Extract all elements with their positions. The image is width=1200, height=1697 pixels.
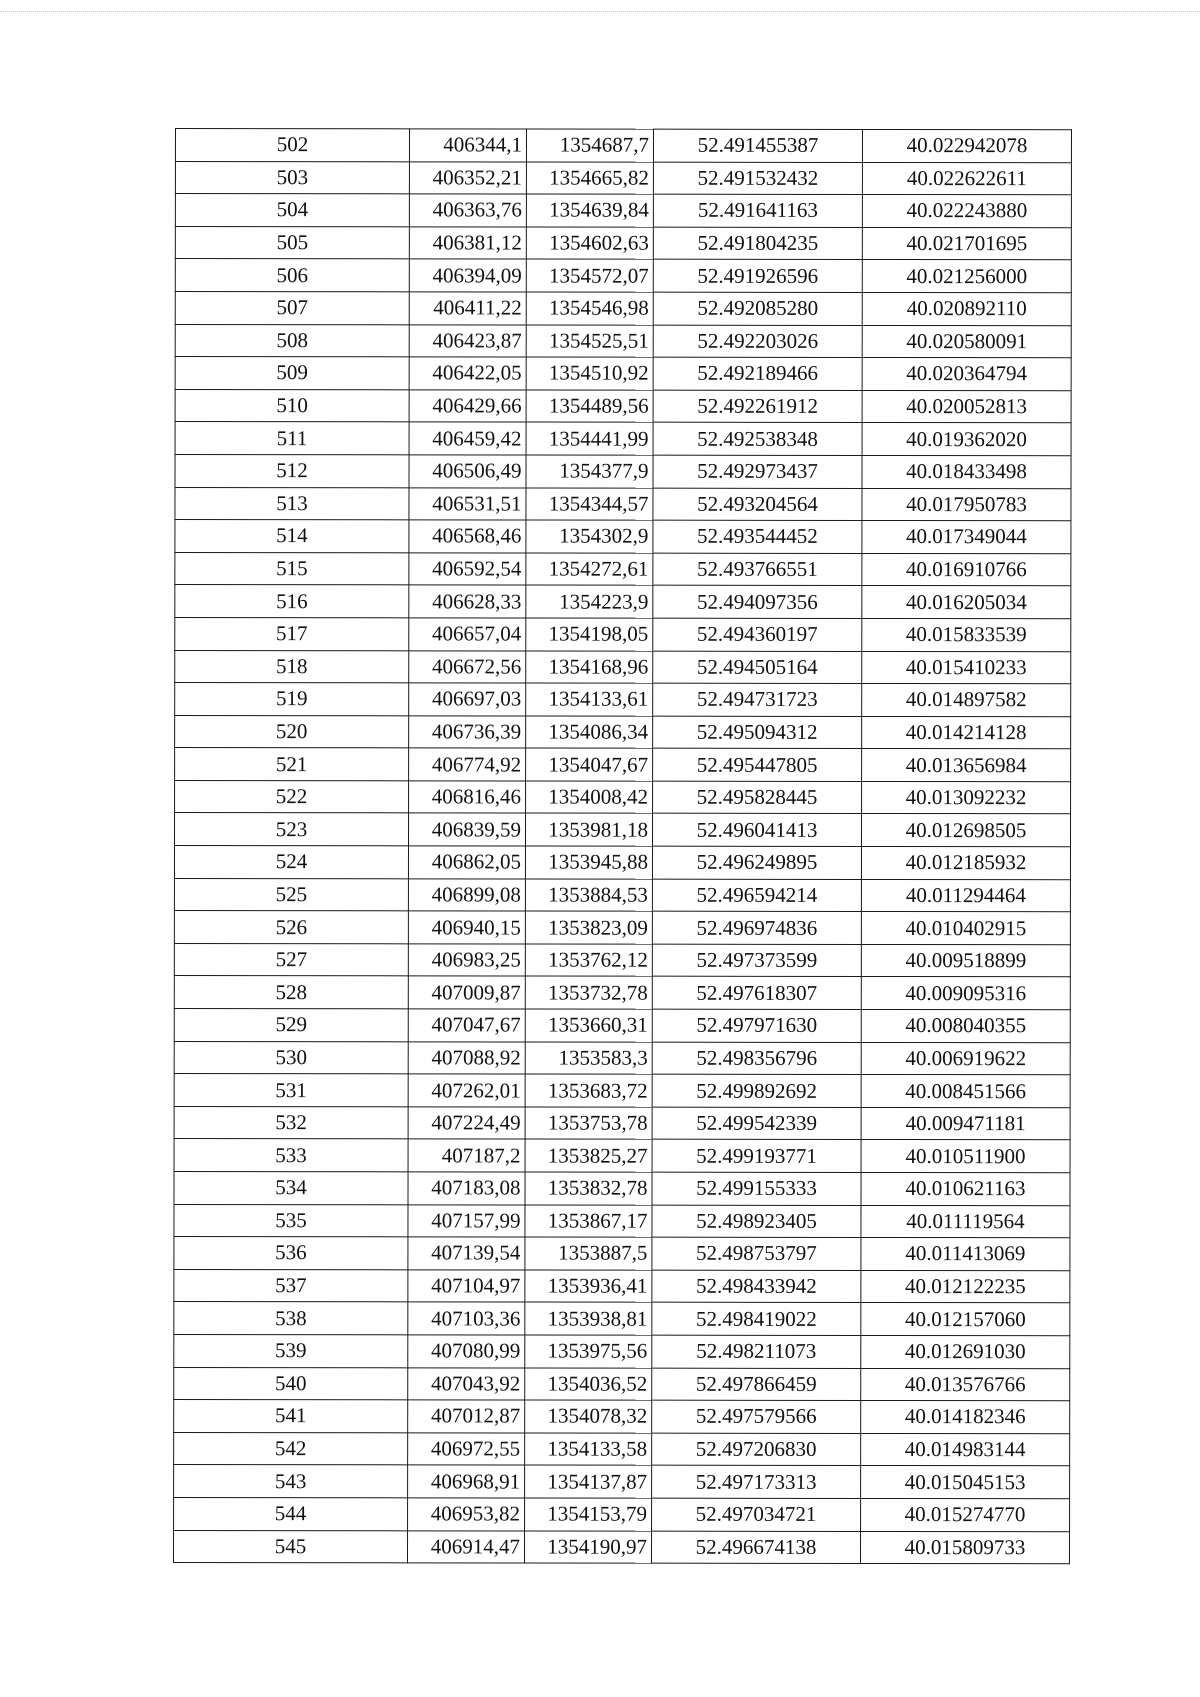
longitude-cell: 40.012157060 [861,1303,1070,1336]
x-coordinate-cell: 406394,09 [409,259,526,292]
table-row [175,520,1071,554]
longitude-cell: 40.008040355 [861,1009,1070,1042]
x-coordinate-cell: 406940,15 [408,911,525,944]
table-row [175,487,1071,521]
y-coordinate-cell: 1353887,5 [525,1237,652,1270]
latitude-cell: 52.498211073 [652,1335,861,1368]
x-coordinate-cell: 407139,54 [408,1237,525,1270]
x-coordinate-cell: 406459,42 [409,422,526,455]
latitude-cell: 52.497373599 [652,944,861,977]
longitude-cell: 40.009471181 [861,1107,1070,1140]
table-row [175,552,1071,586]
table-row [174,1139,1070,1173]
y-coordinate-cell: 1354133,61 [526,683,653,716]
longitude-cell: 40.022243880 [862,195,1071,228]
latitude-cell: 52.498753797 [652,1237,861,1270]
latitude-cell: 52.491804235 [653,227,862,260]
latitude-cell: 52.492189466 [653,357,862,390]
point-number-cell: 506 [175,259,409,292]
longitude-cell: 40.008451566 [861,1075,1070,1108]
latitude-cell: 52.498923405 [652,1205,861,1238]
latitude-cell: 52.494731723 [653,683,862,716]
point-number-cell: 532 [174,1106,408,1139]
point-number-cell: 512 [175,454,409,487]
latitude-cell: 52.499193771 [652,1140,861,1173]
x-coordinate-cell: 407262,01 [408,1074,525,1107]
longitude-cell: 40.014897582 [862,684,1071,717]
x-coordinate-cell: 406352,21 [409,161,526,194]
point-number-cell: 539 [174,1334,408,1367]
y-coordinate-cell: 1353660,31 [525,1009,652,1042]
latitude-cell: 52.497579566 [652,1400,861,1433]
longitude-cell: 40.013576766 [861,1368,1070,1401]
y-coordinate-cell: 1354302,9 [526,520,653,553]
latitude-cell: 52.494097356 [653,585,862,618]
y-coordinate-cell: 1353583,3 [525,1042,652,1075]
x-coordinate-cell: 406568,46 [409,520,526,553]
y-coordinate-cell: 1354489,56 [526,390,653,423]
latitude-cell: 52.492538348 [653,423,862,456]
table-row [175,454,1071,488]
x-coordinate-cell: 407157,99 [408,1204,525,1237]
x-coordinate-cell: 406506,49 [409,455,526,488]
y-coordinate-cell: 1353732,78 [525,976,652,1009]
x-coordinate-cell: 407104,97 [408,1270,525,1303]
point-number-cell: 536 [174,1237,408,1270]
longitude-cell: 40.010621163 [861,1172,1070,1205]
y-coordinate-cell: 1354008,42 [526,781,653,814]
table-row [174,1367,1070,1401]
point-number-cell: 538 [174,1302,408,1335]
table-row [174,1465,1070,1499]
x-coordinate-cell: 406736,39 [409,716,526,749]
x-coordinate-cell: 407043,92 [408,1367,525,1400]
longitude-cell: 40.015833539 [862,618,1071,651]
y-coordinate-cell: 1353823,09 [525,911,652,944]
point-number-cell: 509 [175,357,409,390]
y-coordinate-cell: 1353936,41 [525,1270,652,1303]
longitude-cell: 40.012691030 [861,1335,1070,1368]
latitude-cell: 52.496594214 [652,879,861,912]
x-coordinate-cell: 407103,36 [408,1302,525,1335]
y-coordinate-cell: 1354525,51 [526,325,653,358]
point-number-cell: 522 [175,780,409,813]
longitude-cell: 40.014983144 [861,1433,1070,1466]
point-number-cell: 518 [175,650,409,683]
longitude-cell: 40.010511900 [861,1140,1070,1173]
latitude-cell: 52.494505164 [653,651,862,684]
longitude-cell: 40.020892110 [862,292,1071,325]
latitude-cell: 52.491641163 [653,194,862,227]
table-row [174,878,1070,912]
point-number-cell: 520 [175,715,409,748]
x-coordinate-cell: 406862,05 [408,846,525,879]
y-coordinate-cell: 1354036,52 [525,1368,652,1401]
longitude-cell: 40.021256000 [862,260,1071,293]
point-number-cell: 544 [174,1497,408,1530]
table-row [174,813,1070,847]
x-coordinate-cell: 406914,47 [407,1530,524,1563]
x-coordinate-cell: 406774,92 [409,748,526,781]
longitude-cell: 40.017349044 [862,521,1071,554]
x-coordinate-cell: 406816,46 [409,781,526,814]
point-number-cell: 535 [174,1204,408,1237]
y-coordinate-cell: 1354510,92 [526,357,653,390]
table-row [175,194,1071,228]
y-coordinate-cell: 1354687,7 [526,129,653,162]
longitude-cell: 40.013656984 [862,749,1071,782]
latitude-cell: 52.492261912 [653,390,862,423]
latitude-cell: 52.497206830 [652,1433,861,1466]
point-number-cell: 507 [175,291,409,324]
y-coordinate-cell: 1354639,84 [526,194,653,227]
table-row [175,650,1071,684]
point-number-cell: 534 [174,1171,408,1204]
table-row [175,161,1071,195]
y-coordinate-cell: 1354272,61 [526,553,653,586]
y-coordinate-cell: 1354168,96 [526,650,653,683]
y-coordinate-cell: 1354086,34 [526,716,653,749]
longitude-cell: 40.010402915 [861,912,1070,945]
point-number-cell: 519 [175,683,409,716]
latitude-cell: 52.494360197 [653,618,862,651]
table-row [175,617,1071,651]
x-coordinate-cell: 406899,08 [408,878,525,911]
point-number-cell: 513 [175,487,409,520]
x-coordinate-cell: 407009,87 [408,976,525,1009]
table-row [175,389,1071,423]
latitude-cell: 52.497971630 [652,1009,861,1042]
table-row [174,1171,1070,1205]
y-coordinate-cell: 1353938,81 [525,1302,652,1335]
latitude-cell: 52.496041413 [652,814,861,847]
y-coordinate-cell: 1354133,58 [525,1433,652,1466]
latitude-cell: 52.493544452 [653,520,862,553]
y-coordinate-cell: 1353981,18 [525,813,652,846]
longitude-cell: 40.009518899 [861,944,1070,977]
point-number-cell: 533 [174,1139,408,1172]
latitude-cell: 52.491926596 [653,260,862,293]
table-row [175,585,1071,619]
y-coordinate-cell: 1354190,97 [524,1531,651,1564]
table-row [174,846,1070,880]
point-number-cell: 530 [174,1041,408,1074]
y-coordinate-cell: 1354377,9 [526,455,653,488]
latitude-cell: 52.499542339 [652,1107,861,1140]
longitude-cell: 40.013092232 [862,781,1071,814]
longitude-cell: 40.015410233 [862,651,1071,684]
x-coordinate-cell: 406429,66 [409,390,526,423]
longitude-cell: 40.011294464 [861,879,1070,912]
table-row [175,780,1071,814]
x-coordinate-cell: 406381,12 [409,227,526,260]
latitude-cell: 52.495828445 [653,781,862,814]
point-number-cell: 542 [174,1432,408,1465]
point-number-cell: 521 [175,748,409,781]
x-coordinate-cell: 406423,87 [409,324,526,357]
x-coordinate-cell: 406697,03 [409,683,526,716]
point-number-cell: 541 [174,1400,408,1433]
page-top-edge [0,11,1200,12]
point-number-cell: 529 [174,1009,408,1042]
x-coordinate-cell: 406411,22 [409,292,526,325]
y-coordinate-cell: 1353832,78 [525,1172,652,1205]
longitude-cell: 40.020052813 [862,390,1071,423]
longitude-cell: 40.016910766 [862,553,1071,586]
latitude-cell: 52.496249895 [652,846,861,879]
table-row [175,129,1071,163]
latitude-cell: 52.499155333 [652,1172,861,1205]
latitude-cell: 52.491532432 [653,162,862,195]
longitude-cell: 40.012122235 [861,1270,1070,1303]
longitude-cell: 40.016205034 [862,586,1071,619]
point-number-cell: 526 [174,911,408,944]
table-row [174,911,1070,945]
latitude-cell: 52.496674138 [651,1531,860,1564]
table-row [175,715,1071,749]
longitude-cell: 40.006919622 [861,1042,1070,1075]
y-coordinate-cell: 1353975,56 [525,1335,652,1368]
longitude-cell: 40.018433498 [862,455,1071,488]
table-row [175,291,1071,325]
table-row [175,683,1071,717]
x-coordinate-cell: 406344,1 [409,129,526,162]
point-number-cell: 502 [175,129,409,162]
latitude-cell: 52.497618307 [652,977,861,1010]
longitude-cell: 40.011119564 [861,1205,1070,1238]
x-coordinate-cell: 406628,33 [409,585,526,618]
point-number-cell: 524 [174,846,408,879]
longitude-cell: 40.021701695 [862,227,1071,260]
x-coordinate-cell: 407088,92 [408,1041,525,1074]
x-coordinate-cell: 406672,56 [409,650,526,683]
point-number-cell: 503 [175,161,409,194]
x-coordinate-cell: 407047,67 [408,1009,525,1042]
table-row [175,259,1071,293]
table-row [174,1432,1070,1466]
table-row [174,1204,1070,1238]
x-coordinate-cell: 406968,91 [408,1465,525,1498]
y-coordinate-cell: 1353867,17 [525,1205,652,1238]
table-row [175,748,1071,782]
longitude-cell: 40.022942078 [862,129,1071,162]
y-coordinate-cell: 1354602,63 [526,227,653,260]
y-coordinate-cell: 1353683,72 [525,1074,652,1107]
table-row [175,357,1071,391]
point-number-cell: 510 [175,389,409,422]
point-number-cell: 516 [175,585,409,618]
y-coordinate-cell: 1354665,82 [526,162,653,195]
longitude-cell: 40.012185932 [861,847,1070,880]
y-coordinate-cell: 1353753,78 [525,1107,652,1140]
table-row [174,943,1070,977]
longitude-cell: 40.015045153 [861,1466,1070,1499]
x-coordinate-cell: 406592,54 [409,553,526,586]
latitude-cell: 52.492973437 [653,455,862,488]
x-coordinate-cell: 406839,59 [408,813,525,846]
longitude-cell: 40.014182346 [861,1401,1070,1434]
y-coordinate-cell: 1354344,57 [526,488,653,521]
latitude-cell: 52.496974836 [652,911,861,944]
latitude-cell: 52.498419022 [652,1303,861,1336]
x-coordinate-cell: 407224,49 [408,1107,525,1140]
x-coordinate-cell: 406657,04 [409,618,526,651]
y-coordinate-cell: 1354546,98 [526,292,653,325]
longitude-cell: 40.009095316 [861,977,1070,1010]
x-coordinate-cell: 407183,08 [408,1172,525,1205]
table-row [174,976,1070,1010]
point-number-cell: 504 [175,194,409,227]
coordinates-table [173,128,1072,1564]
point-number-cell: 505 [175,226,409,259]
y-coordinate-cell: 1354047,67 [526,748,653,781]
table-row [175,422,1071,456]
x-coordinate-cell: 406531,51 [409,487,526,520]
point-number-cell: 528 [174,976,408,1009]
latitude-cell: 52.491455387 [653,129,862,162]
point-number-cell: 543 [174,1465,408,1498]
longitude-cell: 40.011413069 [861,1238,1070,1271]
latitude-cell: 52.497866459 [652,1368,861,1401]
longitude-cell: 40.014214128 [862,716,1071,749]
table-row [174,1009,1070,1043]
table-row [173,1530,1069,1564]
table-row [175,324,1071,358]
y-coordinate-cell: 1354441,99 [526,422,653,455]
x-coordinate-cell: 406363,76 [409,194,526,227]
x-coordinate-cell: 406422,05 [409,357,526,390]
longitude-cell: 40.020580091 [862,325,1071,358]
latitude-cell: 52.498356796 [652,1042,861,1075]
point-number-cell: 545 [173,1530,407,1563]
table-row [174,1237,1070,1271]
y-coordinate-cell: 1354223,9 [526,585,653,618]
latitude-cell: 52.492085280 [653,292,862,325]
y-coordinate-cell: 1354078,32 [525,1400,652,1433]
point-number-cell: 527 [174,943,408,976]
longitude-cell: 40.015809733 [860,1531,1069,1564]
point-number-cell: 508 [175,324,409,357]
point-number-cell: 531 [174,1074,408,1107]
x-coordinate-cell: 406972,55 [408,1433,525,1466]
table-row [174,1334,1070,1368]
latitude-cell: 52.498433942 [652,1270,861,1303]
point-number-cell: 514 [175,520,409,553]
point-number-cell: 511 [175,422,409,455]
latitude-cell: 52.493766551 [653,553,862,586]
latitude-cell: 52.495447805 [653,748,862,781]
latitude-cell: 52.499892692 [652,1074,861,1107]
y-coordinate-cell: 1353884,53 [525,879,652,912]
table-row [174,1497,1070,1531]
x-coordinate-cell: 407080,99 [408,1335,525,1368]
table-row [174,1041,1070,1075]
point-number-cell: 515 [175,552,409,585]
y-coordinate-cell: 1354153,79 [525,1498,652,1531]
table-row [174,1074,1070,1108]
latitude-cell: 52.493204564 [653,488,862,521]
coordinates-table-body [173,129,1071,1564]
table-row [174,1302,1070,1336]
longitude-cell: 40.012698505 [861,814,1070,847]
x-coordinate-cell: 406983,25 [408,944,525,977]
longitude-cell: 40.017950783 [862,488,1071,521]
latitude-cell: 52.497034721 [652,1498,861,1531]
longitude-cell: 40.019362020 [862,423,1071,456]
point-number-cell: 523 [174,813,408,846]
table-row [175,226,1071,260]
y-coordinate-cell: 1354137,87 [525,1465,652,1498]
y-coordinate-cell: 1353762,12 [525,944,652,977]
latitude-cell: 52.497173313 [652,1466,861,1499]
table-row [174,1400,1070,1434]
longitude-cell: 40.022622611 [862,162,1071,195]
point-number-cell: 537 [174,1269,408,1302]
latitude-cell: 52.495094312 [653,716,862,749]
y-coordinate-cell: 1354572,07 [526,259,653,292]
longitude-cell: 40.015274770 [861,1498,1070,1531]
point-number-cell: 517 [175,617,409,650]
y-coordinate-cell: 1354198,05 [526,618,653,651]
y-coordinate-cell: 1353945,88 [525,846,652,879]
x-coordinate-cell: 407012,87 [408,1400,525,1433]
y-coordinate-cell: 1353825,27 [525,1139,652,1172]
table-row [174,1269,1070,1303]
x-coordinate-cell: 407187,2 [408,1139,525,1172]
point-number-cell: 540 [174,1367,408,1400]
point-number-cell: 525 [174,878,408,911]
latitude-cell: 52.492203026 [653,325,862,358]
table-row [174,1106,1070,1140]
longitude-cell: 40.020364794 [862,358,1071,391]
x-coordinate-cell: 406953,82 [408,1498,525,1531]
